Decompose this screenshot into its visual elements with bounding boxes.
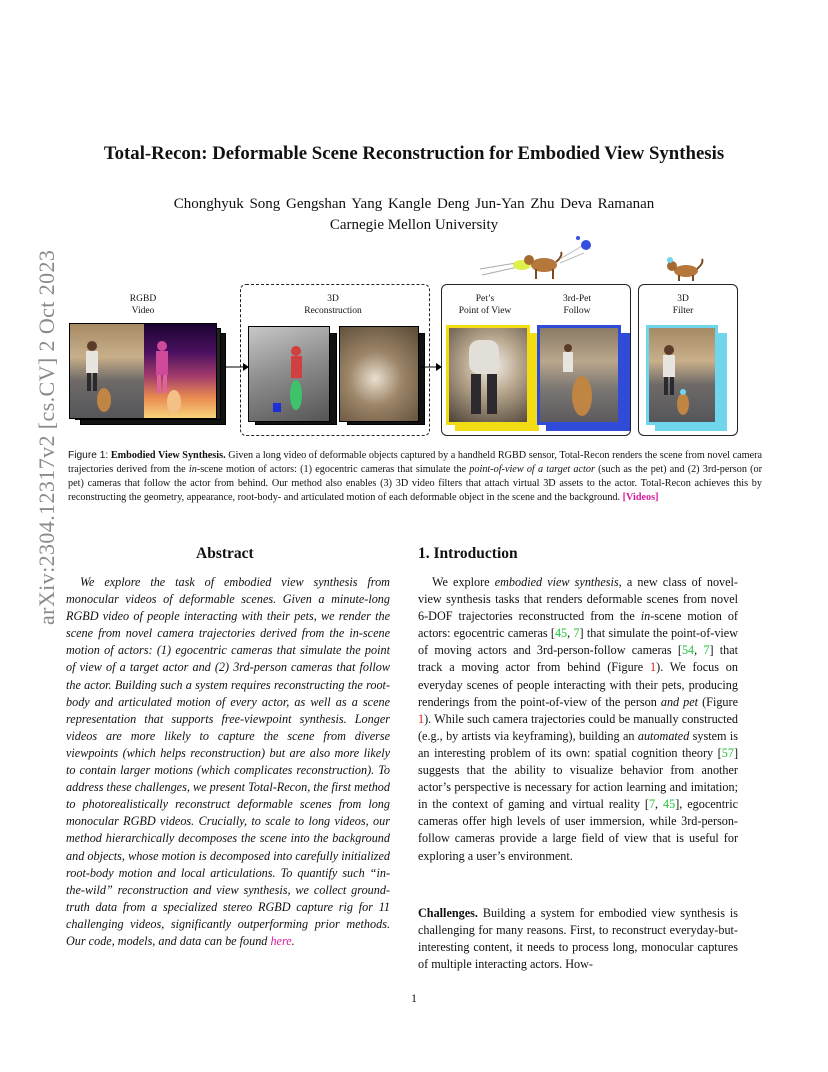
citation-link[interactable]: 7 [703, 643, 710, 658]
abstract-text: We explore the task of embodied view synthesis from monocular videos of deformable scenes. Given a minute-long RGBD video of people interacting with their pets, we render the scene from novel camera trajectories derived from the in-scene motion of actors: (1) egocentric cameras that simulate the point of view of a target actor and (2) 3rd-person cameras that follow the actor. Building such a system requires reconstructing the root-body and articulated motion of every actor, as well as a scene representation that supports free-viewpoint synthesis. Longer videos are more likely to capture the scene from diverse viewpoints (which helps reconstruction) but are also more likely to contain larger motions (which complicates reconstruction). To address these challenges, we present Total-Recon, the first method to photorealistically reconstruct deformable scenes from long monocular RGBD videos. Crucially, to scale to long videos, our method hierarchically decomposes the scene into the background and objects, whose motion is decomposed into carefully initialized root-body motion and local articulations. To quantify such “in-the-wild” reconstruction and view synthesis, we collect ground-truth data from a specialized stereo RGBD capture rig for 11 challenging videos, significantly outperforming prior methods. Our code, models, and data can be found [66, 575, 390, 948]
intro-body [418, 574, 738, 865]
caption-emphasis: point-of-view of a target actor [469, 464, 595, 475]
challenges-heading: Challenges. [418, 906, 478, 920]
panel-label-line: Filter [672, 306, 694, 316]
paper-title: Total-Recon: Deformable Scene Reconstruction for Embodied View Synthesis [103, 143, 725, 164]
caption-bold: Embodied View Synthesis. [110, 450, 226, 461]
recon-rendered [339, 326, 419, 422]
abstract-body [66, 574, 390, 950]
panel-label-line: 3rd-Pet [563, 294, 591, 304]
intro-heading: 1. Introduction [418, 545, 518, 562]
intro-text: , [567, 626, 574, 641]
citation-link[interactable]: 45 [554, 626, 568, 641]
follow-dog [540, 328, 618, 422]
panel-label-reconstruction [293, 293, 373, 317]
panel-label-filter [650, 293, 716, 317]
intro-text: ] that simulate the point-of-view of moving actors and 3rd-person-follow cameras [ [418, 626, 739, 658]
citation-link[interactable]: 54 [681, 643, 695, 658]
citation-link[interactable]: 45 [663, 797, 676, 812]
intro-text: -scene motion of actors: egocentric cameras [ [418, 609, 738, 641]
code-link[interactable]: here [270, 933, 292, 948]
caption-text: Given a long video of deformable objects captured by a handheld RGBD sensor, Total-Recon renders the scene from novel camera trajectories derived from the [68, 450, 763, 475]
intro-emphasis: and pet [660, 694, 699, 709]
depth-person-silhouette [144, 324, 216, 418]
rgb-person-dog [70, 324, 144, 418]
follow-frame [537, 325, 621, 425]
panel-label-line: 3D [327, 294, 339, 304]
intro-text: ). While such camera trajectories could be manually constructed (e.g., by artists via keyframing), building an [418, 711, 738, 743]
arxiv-identifier: arXiv:2304.12317v2 [cs.CV] 2 Oct 2023 [34, 249, 59, 625]
intro-emphasis: in [640, 609, 651, 624]
intro-text: , [655, 797, 664, 812]
dog-with-cameras-illustration [478, 236, 598, 284]
intro-emphasis: embodied view synthesis [494, 575, 619, 589]
panel-label-pov [450, 293, 520, 317]
panel-label-line: Pet’s [475, 294, 495, 304]
intro-text: ). We focus on everyday scenes of people interacting with their pets, producing renderings from the point-of-view of the person [418, 660, 738, 709]
figure-caption [68, 449, 762, 505]
intro-text: system is an interesting problem of its own: spatial cognition theory [ [418, 728, 739, 760]
page-number: 1 [411, 991, 417, 1005]
panel-label-line: Reconstruction [304, 306, 362, 316]
challenges-body: Building a system for embodied view synthesis is challenging for many reasons. First, to reconstruct everyday-but-interesting content, it needs to process long, monocular captures of multiple interacting actors. How- [418, 906, 738, 972]
intro-text: , [694, 643, 704, 658]
panel-label-line: Point of View [458, 306, 512, 316]
arrow-icon [420, 362, 442, 372]
filter-frame [646, 325, 718, 425]
intro-text: ] suggests that the ability to visualize behavior from another actor’s perspective is necessary for action learning and imitation; in the context of gaming and virtual reality [ [418, 745, 738, 812]
intro-text: We explore [432, 575, 495, 589]
intro-text: (Figure [698, 694, 738, 709]
intro-text: ] that track a moving actor from behind (Figure [418, 643, 738, 675]
intro-emphasis: automated [637, 728, 690, 743]
panel-label-line: RGBD [129, 294, 157, 304]
panel-label-line: Video [131, 306, 155, 316]
citation-link[interactable]: 7 [648, 797, 656, 812]
figure-ref-link[interactable]: 1 [649, 660, 657, 675]
filter-person-dog [649, 328, 715, 422]
dog-filter-illustration [664, 257, 710, 281]
intro-text: , a new class of novel-view synthesis tasks that renders deformable scenes from novel 6-DOF trajectories reconstructed from the [418, 575, 738, 624]
abstract-end: . [291, 933, 295, 948]
videos-link[interactable]: [Videos] [622, 492, 659, 503]
panel-label-line: 3D [677, 294, 689, 304]
citation-link[interactable]: 57 [721, 745, 734, 760]
affiliation: Carnegie Mellon University [329, 217, 499, 233]
pov-frame [446, 325, 530, 425]
caption-emphasis: in [188, 464, 197, 475]
caption-label: Figure 1: [68, 450, 109, 461]
panel-label-line: Follow [563, 306, 591, 316]
panel-label-follow [542, 293, 612, 317]
intro-text: ], egocentric cameras offer high levels of user immersion, while 3rd-person-follow cameras provide a large field of view that is useful for exploring a user’s environment. [418, 797, 738, 863]
recon-actors [249, 327, 329, 421]
citation-link[interactable]: 7 [573, 626, 580, 641]
arrow-icon [225, 362, 249, 372]
figure-ref-link[interactable]: 1 [418, 711, 425, 726]
recon-geometry [248, 326, 330, 422]
panel-label-rgbd [108, 293, 178, 317]
challenges-paragraph [418, 905, 738, 973]
caption-text: (such as the pet) and (2) 3rd-person (or pet) cameras that follow the actor from behind. Our method also enables (3) 3D video filters that attach virtual 3D assets to the actor. Total-Recon achieves this by reconstructing the geometry, appearance, root-body- and articulated motion of each deformable object in the scene and the background. [68, 464, 762, 503]
rgbd-frame [69, 323, 217, 419]
caption-text: -scene motion of actors: (1) egocentric cameras that simulate the [196, 464, 470, 475]
author-list: Chonghyuk Song Gengshan Yang Kangle Deng Jun-Yan Zhu Deva Ramanan [173, 196, 655, 212]
pov-person [449, 328, 527, 422]
abstract-heading: Abstract [196, 545, 254, 562]
